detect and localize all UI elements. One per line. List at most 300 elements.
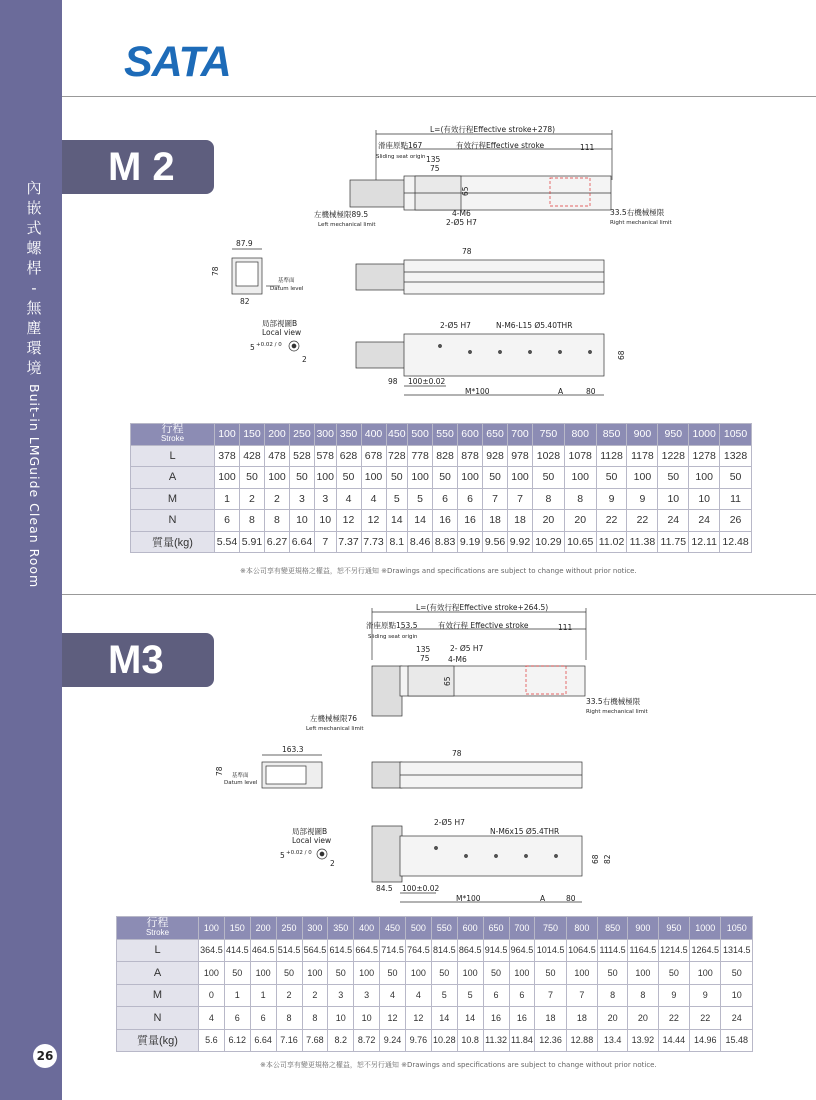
table-cell: 7: [535, 984, 566, 1007]
table-cell: 26: [720, 510, 752, 532]
m3-drawing: [296, 600, 696, 910]
table-cell: 14: [431, 1007, 457, 1030]
m3-left-limit-en: Left mechanical limit: [306, 726, 364, 732]
page-number: 26: [33, 1044, 57, 1068]
table-cell: 100: [302, 962, 328, 985]
table-cell: 9.24: [380, 1029, 406, 1052]
stroke-col: 600: [457, 917, 483, 940]
table-row: [117, 962, 753, 985]
table-cell: 828: [433, 445, 458, 467]
m3-datum-en: Datum level: [224, 780, 258, 786]
table-cell: 8.46: [408, 531, 433, 553]
stroke-col: 1000: [689, 424, 720, 446]
model-tab-m3: M3: [62, 633, 214, 687]
table-cell: 5.54: [215, 531, 240, 553]
table-cell: 1078: [564, 445, 596, 467]
table-cell: 16: [433, 510, 458, 532]
table-cell: 100: [408, 467, 433, 489]
table-cell: 100: [690, 962, 721, 985]
m3-tolerance: 5: [280, 851, 285, 860]
m2-datum-cn: 基準面: [278, 278, 295, 284]
table-cell: 5.91: [239, 531, 264, 553]
table-cell: 12.48: [720, 531, 752, 553]
table-cell: 18: [508, 510, 533, 532]
m3-pin-holes-2: 2-Ø5 H7: [434, 818, 465, 827]
table-cell: 16: [509, 1007, 535, 1030]
table-cell: 1328: [720, 445, 752, 467]
sidebar-title-char: 塵: [26, 319, 42, 337]
table-cell: 14.96: [690, 1029, 721, 1052]
table-cell: 7: [566, 984, 597, 1007]
table-cell: 1014.5: [535, 939, 566, 962]
m3-dim-82: 82: [603, 854, 612, 864]
table-cell: 3: [289, 488, 314, 510]
table-cell: 100: [509, 962, 535, 985]
table-cell: 5: [457, 984, 483, 1007]
table-cell: 7: [483, 488, 508, 510]
stroke-col: 450: [380, 917, 406, 940]
table-cell: 8: [264, 510, 289, 532]
stroke-col: 350: [328, 917, 354, 940]
table-cell: 7: [314, 531, 336, 553]
m2-dim-75: 75: [430, 164, 440, 173]
table-cell: 9: [658, 984, 689, 1007]
table-cell: 100: [361, 467, 386, 489]
table-cell: 1128: [596, 445, 627, 467]
table-cell: 514.5: [276, 939, 302, 962]
table-cell: 100: [566, 962, 597, 985]
m3-end-height: 78: [215, 766, 224, 776]
row-label: 質量(kg): [131, 531, 215, 553]
table-cell: 8: [239, 510, 264, 532]
stroke-col: 800: [566, 917, 597, 940]
stroke-col: 500: [408, 424, 433, 446]
table-cell: 50: [720, 467, 752, 489]
m3-tap-spec: N-M6x15 Ø5.4THR: [490, 827, 560, 836]
table-cell: 2: [302, 984, 328, 1007]
table-cell: 50: [224, 962, 250, 985]
sidebar-title-char: 嵌: [26, 199, 42, 217]
m3-dim-80: 80: [566, 894, 576, 903]
table-cell: 364.5: [199, 939, 225, 962]
m2-top-78: 78: [462, 247, 472, 256]
table-cell: 564.5: [302, 939, 328, 962]
table-cell: 1064.5: [566, 939, 597, 962]
stroke-col: 200: [250, 917, 276, 940]
table-cell: 864.5: [457, 939, 483, 962]
table-cell: 100: [215, 467, 240, 489]
m2-total-length: L=(有效行程Effective stroke+278): [430, 125, 556, 134]
table-cell: 6: [509, 984, 535, 1007]
sidebar-title-char: 無: [26, 299, 42, 317]
table-cell: 7.68: [302, 1029, 328, 1052]
table-cell: 11.38: [627, 531, 658, 553]
m3-spec-table: [116, 916, 753, 1052]
sidebar-title-char: -: [31, 279, 37, 297]
m2-right-limit-en: Right mechanical limit: [610, 220, 672, 226]
table-cell: 1178: [627, 445, 658, 467]
table-cell: 18: [483, 510, 508, 532]
stroke-col: 200: [264, 424, 289, 446]
table-cell: 4: [336, 488, 361, 510]
table-cell: 5: [386, 488, 408, 510]
table-cell: 878: [458, 445, 483, 467]
table-cell: 8: [276, 1007, 302, 1030]
table-cell: 12.36: [535, 1029, 566, 1052]
header-divider: [62, 96, 816, 97]
table-cell: 1114.5: [598, 939, 628, 962]
table-cell: 20: [598, 1007, 628, 1030]
stroke-col: 350: [336, 424, 361, 446]
table-cell: 100: [627, 467, 658, 489]
table-cell: 7.37: [336, 531, 361, 553]
m3-total-length: L=(有效行程Effective stroke+264.5): [416, 603, 549, 612]
stroke-col: 250: [276, 917, 302, 940]
m2-seat-origin: 滑座原點167: [378, 141, 423, 150]
m2-tolerance: 5: [250, 343, 255, 352]
stroke-col: 700: [508, 424, 533, 446]
table-cell: 50: [431, 962, 457, 985]
table-cell: 11.32: [483, 1029, 509, 1052]
m3-local-view: [278, 824, 348, 880]
m2-dim-80: 80: [586, 387, 596, 396]
table-cell: 12: [361, 510, 386, 532]
m3-dim-68: 68: [591, 854, 600, 864]
table-cell: 9: [627, 488, 658, 510]
table-cell: 20: [628, 1007, 659, 1030]
table-cell: 6.12: [224, 1029, 250, 1052]
table-cell: 914.5: [483, 939, 509, 962]
stroke-col: 1000: [690, 917, 721, 940]
table-cell: 1228: [658, 445, 689, 467]
m2-dim-135: 135: [426, 155, 441, 164]
table-cell: 528: [289, 445, 314, 467]
table-cell: 5: [408, 488, 433, 510]
stroke-col: 950: [658, 424, 689, 446]
m2-m-pitch: M*100: [465, 387, 490, 396]
table-cell: 20: [533, 510, 565, 532]
table-cell: 100: [264, 467, 289, 489]
stroke-col: 550: [431, 917, 457, 940]
stroke-col: 900: [627, 424, 658, 446]
sidebar-title-char: 螺: [26, 239, 42, 257]
table-cell: 4: [361, 488, 386, 510]
m2-seat-origin-en: Sliding seat origin: [376, 154, 426, 160]
stroke-col: 700: [509, 917, 535, 940]
stroke-col: 750: [533, 424, 565, 446]
table-cell: 14: [386, 510, 408, 532]
table-cell: 10: [289, 510, 314, 532]
table-cell: 4: [380, 984, 406, 1007]
sidebar-title: [22, 178, 46, 588]
table-cell: 18: [535, 1007, 566, 1030]
table-cell: 0: [199, 984, 225, 1007]
m3-dim-111: 111: [558, 623, 573, 632]
m2-local-view: [248, 316, 318, 372]
table-cell: 3: [314, 488, 336, 510]
table-cell: 8.2: [328, 1029, 354, 1052]
table-row: [131, 531, 752, 553]
table-row: [131, 445, 752, 467]
m2-m6-holes: 4-M6: [452, 209, 471, 218]
m3-pitch: 100±0.02: [402, 884, 440, 893]
section-divider: [62, 594, 816, 595]
table-cell: 628: [336, 445, 361, 467]
row-label: A: [117, 962, 199, 985]
table-cell: 14.44: [658, 1029, 689, 1052]
sidebar-title-char: 桿: [26, 259, 42, 277]
table-cell: 22: [690, 1007, 721, 1030]
table-cell: 8.83: [433, 531, 458, 553]
table-cell: 11: [720, 488, 752, 510]
table-cell: 478: [264, 445, 289, 467]
stroke-col: 400: [361, 424, 386, 446]
table-cell: 24: [658, 510, 689, 532]
m3-disclaimer: ※本公司享有變更規格之權益，恕不另行通知 ※Drawings and specifications are subject to change without prior notice.: [260, 1061, 657, 1069]
table-cell: 50: [289, 467, 314, 489]
table-cell: 22: [627, 510, 658, 532]
table-cell: 8: [598, 984, 628, 1007]
table-cell: 8: [564, 488, 596, 510]
table-cell: 378: [215, 445, 240, 467]
stroke-col: 250: [289, 424, 314, 446]
table-cell: 10: [328, 1007, 354, 1030]
table-cell: 9: [690, 984, 721, 1007]
m2-dim-68: 68: [617, 350, 626, 360]
table-cell: 100: [199, 962, 225, 985]
table-cell: 100: [508, 467, 533, 489]
stroke-col: 600: [458, 424, 483, 446]
row-label: L: [117, 939, 199, 962]
m2-local-cn: 局部視圖B: [262, 319, 298, 328]
m2-end-base: 82: [240, 297, 250, 306]
table-cell: 50: [598, 962, 628, 985]
table-cell: 10: [314, 510, 336, 532]
m2-pin-holes-2: 2-Ø5 H7: [440, 321, 471, 330]
table-cell: 9.19: [458, 531, 483, 553]
m3-local-en: Local view: [292, 836, 332, 845]
m3-m-pitch: M*100: [456, 894, 481, 903]
stroke-col: 450: [386, 424, 408, 446]
stroke-col: 300: [314, 424, 336, 446]
m3-local-2: 2: [330, 859, 335, 868]
stroke-col: 800: [564, 424, 596, 446]
table-cell: 6: [215, 510, 240, 532]
table-cell: 24: [689, 510, 720, 532]
m2-left-limit: 左機械極限89.5: [314, 210, 369, 219]
table-cell: 10.28: [431, 1029, 457, 1052]
table-cell: 1264.5: [690, 939, 721, 962]
m3-effective-stroke: 有效行程 Effective stroke: [438, 621, 529, 630]
table-cell: 1: [215, 488, 240, 510]
table-cell: 2: [276, 984, 302, 1007]
table-row: [117, 1029, 753, 1052]
table-cell: 7.73: [361, 531, 386, 553]
table-cell: 1: [250, 984, 276, 1007]
brand-logo: SATA: [124, 38, 231, 86]
table-cell: 50: [433, 467, 458, 489]
row-label: M: [131, 488, 215, 510]
sidebar-title-en: Buit-in LMGuide Clean Room: [27, 384, 42, 589]
m2-datum-en: Datum level: [270, 286, 304, 292]
table-cell: 50: [533, 467, 565, 489]
table-cell: 8: [533, 488, 565, 510]
table-cell: 9.56: [483, 531, 508, 553]
table-cell: 100: [354, 962, 380, 985]
m2-dim-111: 111: [580, 143, 595, 152]
m3-end-width: 163.3: [282, 745, 304, 754]
m3-left-limit: 左機械極限76: [310, 714, 358, 723]
sidebar-title-char: 環: [26, 339, 42, 357]
table-cell: 100: [564, 467, 596, 489]
table-cell: 7: [508, 488, 533, 510]
m2-dim-65: 65: [461, 186, 470, 196]
table-cell: 12: [406, 1007, 432, 1030]
table-cell: 50: [276, 962, 302, 985]
table-cell: 9.76: [406, 1029, 432, 1052]
table-cell: 3: [328, 984, 354, 1007]
row-label: N: [117, 1007, 199, 1030]
m2-end-height: 78: [211, 266, 220, 276]
m3-tolerance-sub: +0.02 / 0: [286, 850, 312, 856]
m3-dim-75: 75: [420, 654, 430, 663]
table-cell: 50: [658, 962, 689, 985]
m2-tap-spec: N-M6-L15 Ø5.40THR: [496, 321, 573, 330]
table-cell: 50: [328, 962, 354, 985]
table-cell: 6.64: [250, 1029, 276, 1052]
table-cell: 6: [224, 1007, 250, 1030]
stroke-col: 100: [199, 917, 225, 940]
table-cell: 11.02: [596, 531, 627, 553]
table-cell: 100: [457, 962, 483, 985]
table-cell: 414.5: [224, 939, 250, 962]
m2-left-limit-en: Left mechanical limit: [318, 222, 376, 228]
table-cell: 978: [508, 445, 533, 467]
table-cell: 12: [380, 1007, 406, 1030]
table-cell: 10: [658, 488, 689, 510]
table-row: [131, 510, 752, 532]
table-cell: 100: [406, 962, 432, 985]
sidebar-title-char: 境: [26, 359, 42, 377]
table-cell: 6.64: [289, 531, 314, 553]
table-cell: 714.5: [380, 939, 406, 962]
m3-local-cn: 局部視圖B: [292, 827, 328, 836]
m3-right-limit-en: Right mechanical limit: [586, 709, 648, 715]
table-cell: 50: [658, 467, 689, 489]
table-cell: 6: [433, 488, 458, 510]
table-cell: 16: [458, 510, 483, 532]
table-cell: 100: [250, 962, 276, 985]
m2-effective-stroke: 有效行程Effective stroke: [456, 141, 545, 150]
stroke-header: 行程 Stroke: [117, 917, 199, 940]
stroke-col: 650: [483, 917, 509, 940]
stroke-col: 150: [224, 917, 250, 940]
m3-seat-origin: 滑座原點153.5: [366, 621, 418, 630]
m3-seat-origin-en: Sliding seat origin: [368, 634, 418, 640]
stroke-col: 950: [658, 917, 689, 940]
table-row: [131, 467, 752, 489]
stroke-col: 1050: [721, 917, 753, 940]
table-cell: 16: [483, 1007, 509, 1030]
stroke-col: 100: [215, 424, 240, 446]
m2-drawing: [300, 120, 700, 420]
m2-disclaimer: ※本公司享有變更規格之權益，恕不另行通知 ※Drawings and specifications are subject to change without prior notice.: [240, 567, 637, 575]
table-cell: 50: [336, 467, 361, 489]
table-cell: 1: [224, 984, 250, 1007]
table-cell: 1028: [533, 445, 565, 467]
table-cell: 13.4: [598, 1029, 628, 1052]
stroke-header: 行程 Stroke: [131, 424, 215, 446]
table-cell: 964.5: [509, 939, 535, 962]
table-cell: 50: [596, 467, 627, 489]
table-cell: 1314.5: [721, 939, 753, 962]
table-cell: 10: [354, 1007, 380, 1030]
m2-dim-98: 98: [388, 377, 398, 386]
table-cell: 5: [431, 984, 457, 1007]
table-cell: 678: [361, 445, 386, 467]
stroke-col: 1050: [720, 424, 752, 446]
m2-spec-table: [130, 423, 752, 553]
m3-pin-holes: 2- Ø5 H7: [450, 644, 484, 653]
table-row: [117, 984, 753, 1007]
table-cell: 50: [483, 467, 508, 489]
m3-right-limit: 33.5右機械極限: [586, 697, 641, 706]
table-cell: 814.5: [431, 939, 457, 962]
table-cell: 10.65: [564, 531, 596, 553]
table-cell: 50: [386, 467, 408, 489]
table-cell: 6: [250, 1007, 276, 1030]
table-cell: 10.29: [533, 531, 565, 553]
m2-local-2: 2: [302, 355, 307, 364]
table-cell: 578: [314, 445, 336, 467]
sidebar: [0, 0, 62, 1100]
m3-datum-cn: 基準面: [232, 773, 249, 779]
table-cell: 14: [408, 510, 433, 532]
table-cell: 50: [380, 962, 406, 985]
table-cell: 728: [386, 445, 408, 467]
table-cell: 22: [596, 510, 627, 532]
table-cell: 50: [535, 962, 566, 985]
table-cell: 50: [239, 467, 264, 489]
m2-local-en: Local view: [262, 328, 302, 337]
table-cell: 6: [458, 488, 483, 510]
table-cell: 6.27: [264, 531, 289, 553]
table-cell: 12: [336, 510, 361, 532]
m3-dim-845: 84.5: [376, 884, 393, 893]
table-cell: 6: [483, 984, 509, 1007]
m3-dim-a: A: [540, 894, 546, 903]
table-cell: 22: [658, 1007, 689, 1030]
m2-table-body: [131, 445, 752, 553]
m3-table-body: [117, 939, 753, 1052]
table-cell: 1164.5: [628, 939, 659, 962]
table-cell: 11.75: [658, 531, 689, 553]
table-cell: 14: [457, 1007, 483, 1030]
table-cell: 9.92: [508, 531, 533, 553]
stroke-col: 400: [354, 917, 380, 940]
row-label: L: [131, 445, 215, 467]
table-row: [117, 939, 753, 962]
table-cell: 614.5: [328, 939, 354, 962]
table-cell: 2: [264, 488, 289, 510]
table-cell: 100: [689, 467, 720, 489]
table-cell: 10: [689, 488, 720, 510]
table-cell: 7.16: [276, 1029, 302, 1052]
table-cell: 18: [566, 1007, 597, 1030]
m2-right-limit: 33.5右機械極限: [610, 208, 665, 217]
table-cell: 13.92: [628, 1029, 659, 1052]
stroke-col: 900: [628, 917, 659, 940]
